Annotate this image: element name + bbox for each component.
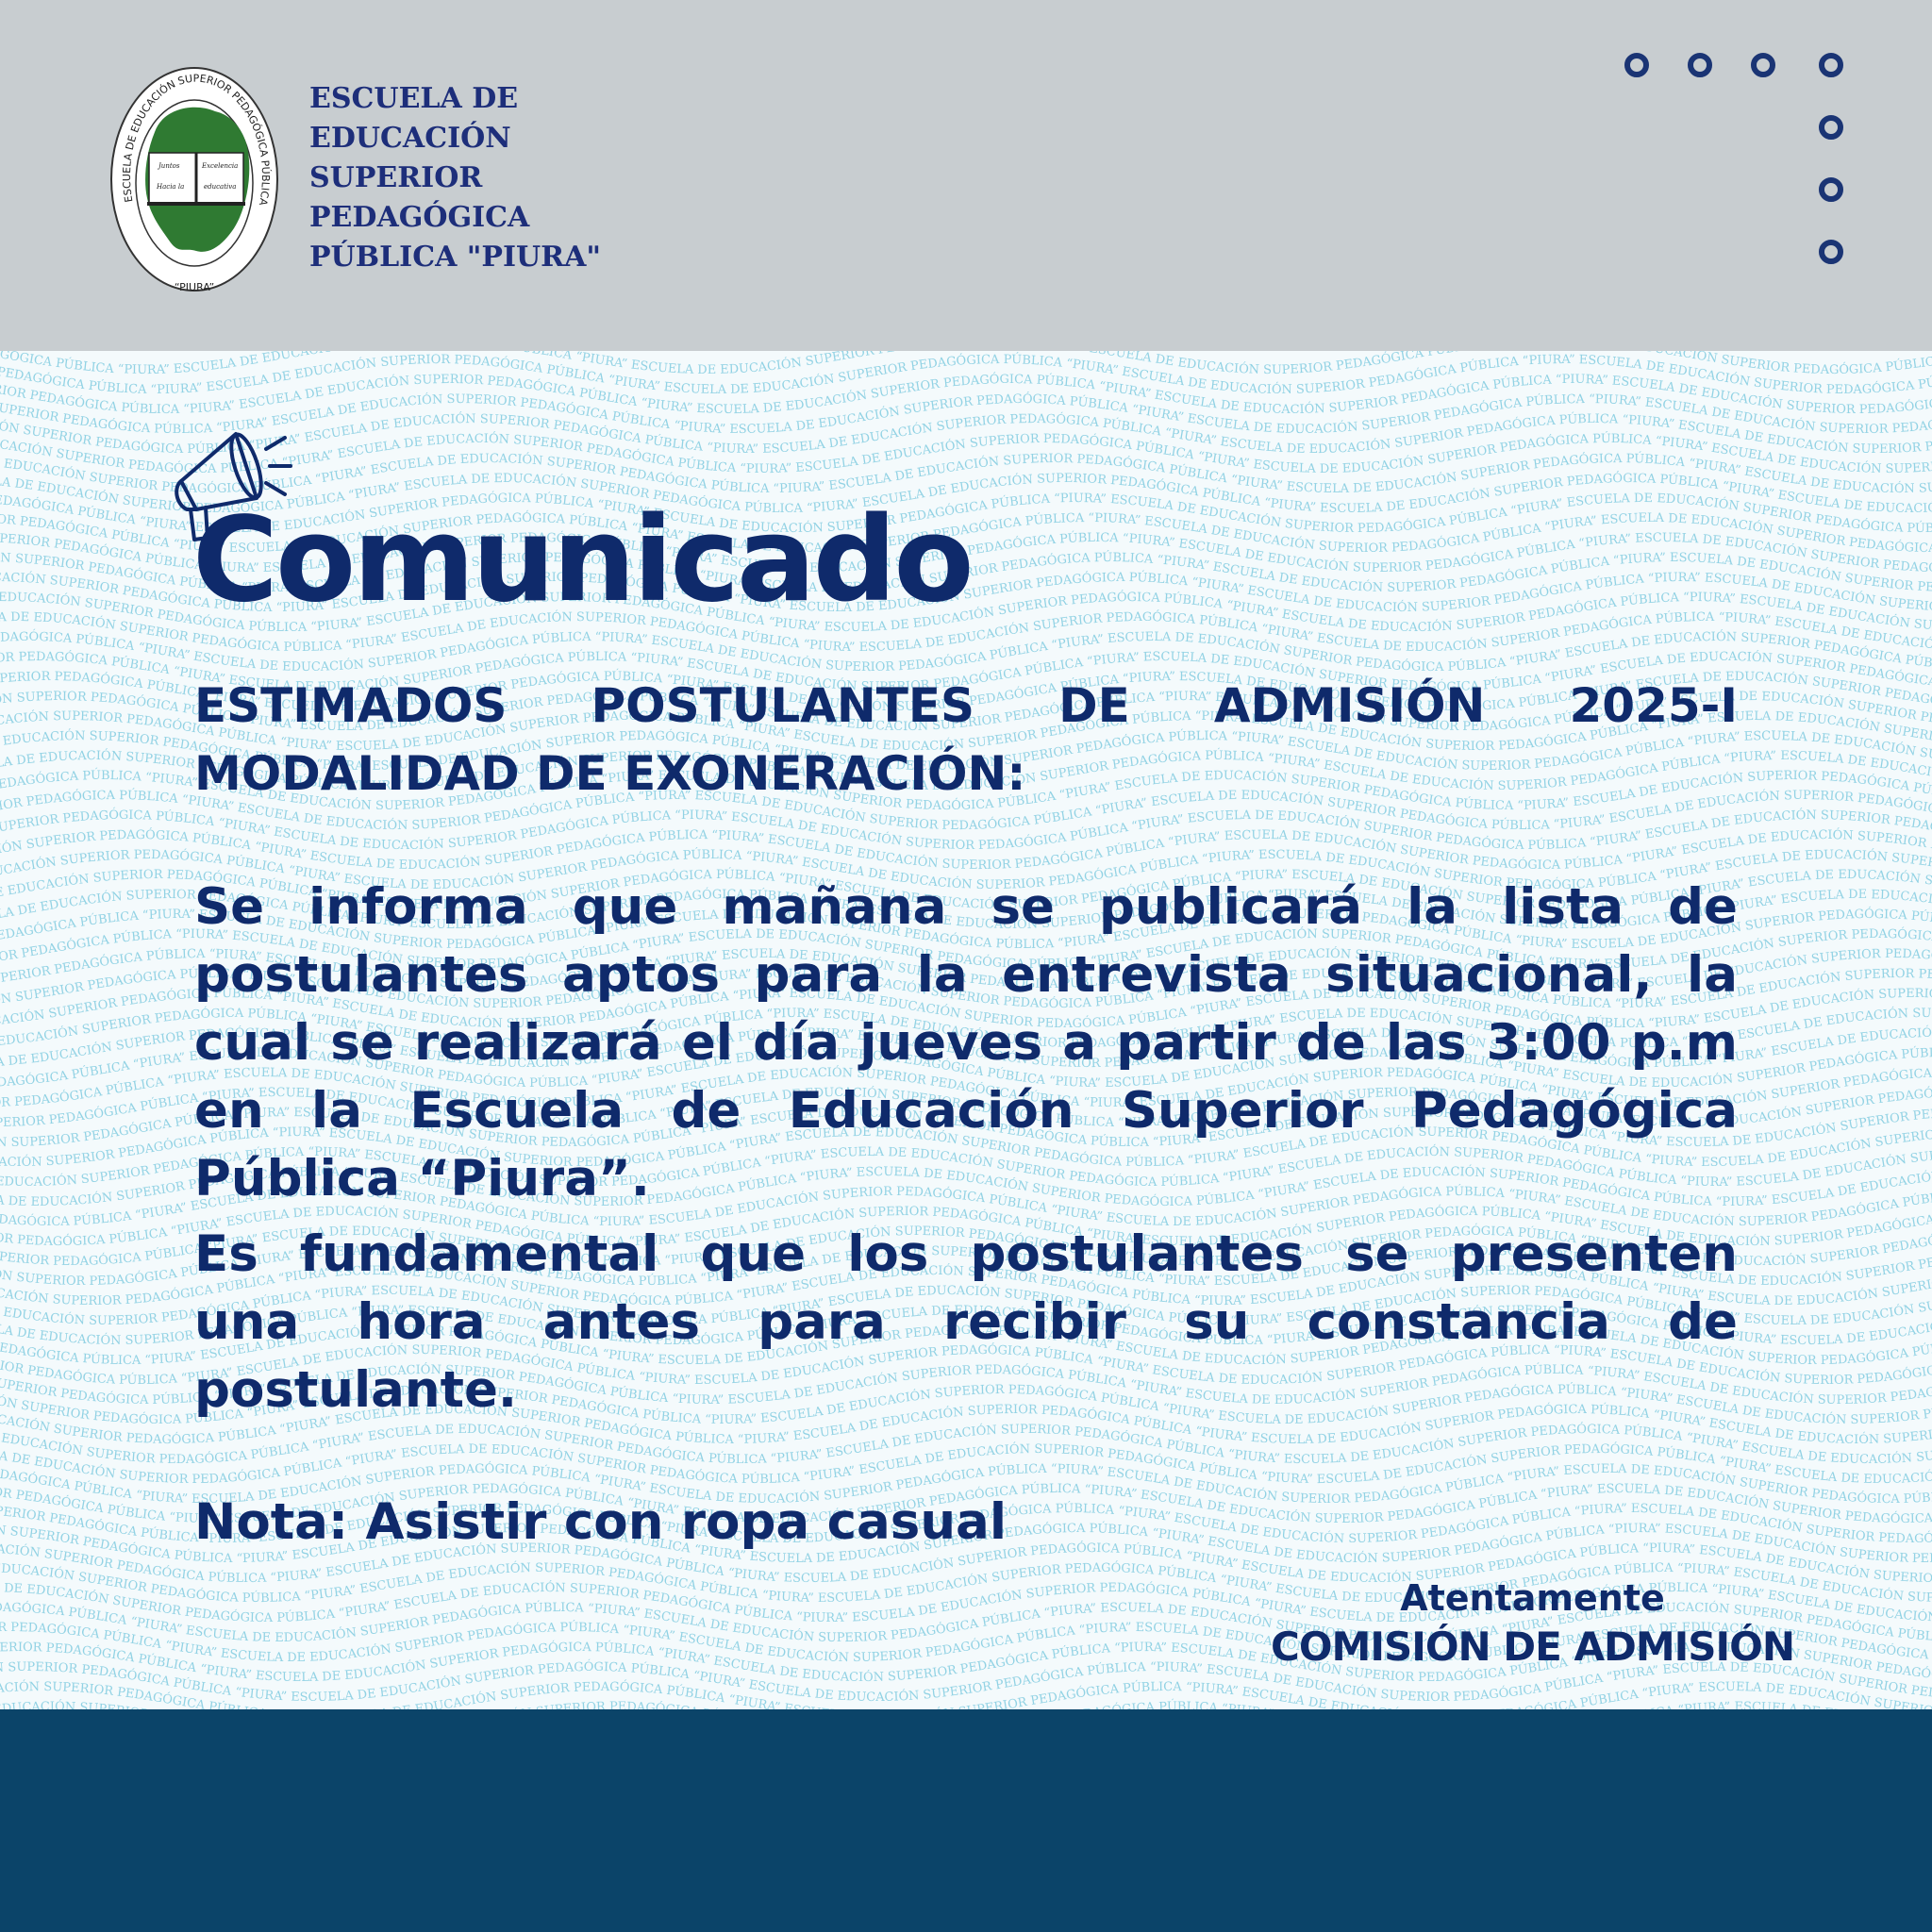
pattern-text-line: ACIÓN SUPERIOR PEDAGÓGICA PÚBLICA “PIURA” ESCUELA DE EDUCACIÓN SUPERIOR PEDAGÓGICA PÚBLICA “PIURA” ESCUELA DE EDUCACIÓN SUPERIOR PEDAGÓGICA PÚBLICA “PIURA” ESCUELA DE EDUCACIÓN SUPERIOR PEDAGÓGICA PÚBLICA “PIURA” ESCUELA DE EDUCACIÓN SUPERI [0, 351, 1932, 615]
pattern-text-line: DUCACIÓN SUPERIOR PEDAGÓGICA PÚBLICA “PIURA” ESCUELA DE EDUCACIÓN SUPERIOR PEDAGÓGICA PÚBLICA “PIURA” ESCUELA DE EDUCACIÓN SUPERIOR PEDAGÓGICA PÚBLICA “PIURA” ESCUELA DE EDUCACIÓN SUPERIOR PEDAGÓGICA PÚBLICA “PIURA” ESCUELA DE EDUCACIÓN SU [0, 351, 1932, 1190]
pattern-text-line: DAGÓGICA PÚBLICA “PIURA” ESCUELA DE EDUCACIÓN SUPERIOR PEDAGÓGICA PÚBLICA “PIURA” ESCUELA DE EDUCACIÓN SUPERIOR PEDAGÓGICA PÚBLICA “PIURA” ESCUELA DE EDUCACIÓN SUPERIOR PEDAGÓGICA PÚBLICA “PIURA” ESCUELA DE EDUCACIÓN SUPERIOR PEDAGÓGICA PÚ [0, 351, 1932, 813]
school-name-line: SUPERIOR [309, 158, 630, 198]
pattern-text-line: ERIOR PEDAGÓGICA PÚBLICA “PIURA” ESCUELA DE EDUCACIÓN SUPERIOR PEDAGÓGICA PÚBLICA “PIURA” ESCUELA DE EDUCACIÓN SUPERIOR PEDAGÓGICA PÚBLICA “PIURA” ESCUELA DE EDUCACIÓN SUPERIOR PEDAGÓGICA PÚBLICA “PIURA” ESCUELA DE EDUCACIÓN SUPERIOR PEDAG [0, 351, 1932, 1130]
pattern-text-line: EDUCACIÓN SUPERIOR PEDAGÓGICA PÚBLICA “PIURA” ESCUELA DE EDUCACIÓN SUPERIOR PEDAGÓGICA PÚBLICA “PIURA” ESCUELA DE EDUCACIÓN SUPERIOR PEDAGÓGICA PÚBLICA “PIURA” ESCUELA DE EDUCACIÓN SUPERIOR PEDAGÓGICA PÚBLICA “PIURA” ESCUELA DE EDUCACIÓN S [0, 351, 1932, 496]
footer-bar [0, 1709, 1932, 1932]
decorative-dots [0, 0, 1932, 351]
paragraph-info [194, 874, 1738, 1213]
paragraph-line: en la Escuela de Educación Superior Pedagógica [194, 1077, 1738, 1145]
pattern-text-line: ERIOR PEDAGÓGICA PÚBLICA “PIURA” ESCUELA DE EDUCACIÓN SUPERIOR PEDAGÓGICA PÚBLICA “PIURA” ESCUELA DE EDUCACIÓN SUPERIOR PEDAGÓGICA PÚBLICA “PIURA” ESCUELA DE EDUCACIÓN SUPERIOR PEDAGÓGICA PÚBLICA “PIURA” ESCUELA DE EDUCACIÓN SUPERIOR PEDAG [0, 351, 1932, 1546]
pattern-text-line: DAGÓGICA PÚBLICA “PIURA” ESCUELA DE EDUCACIÓN SUPERIOR PEDAGÓGICA PÚBLICA “PIURA” ESCUELA DE EDUCACIÓN SUPERIOR PEDAGÓGICA PÚBLICA “PIURA” ESCUELA DE EDUCACIÓN SUPERIOR PEDAGÓGICA PÚBLICA “PIURA” ESCUELA DE EDUCACIÓN SUPERIOR PEDAGÓGICA PÚ [0, 351, 1932, 952]
pattern-text-line: DAGÓGICA PÚBLICA “PIURA” ESCUELA DE EDUCACIÓN SUPERIOR PEDAGÓGICA PÚBLICA “PIURA” ESCUELA DE EDUCACIÓN SUPERIOR PEDAGÓGICA PÚBLICA “PIURA” ESCUELA DE EDUCACIÓN SUPERIOR PEDAGÓGICA PÚBLICA “PIURA” ESCUELA DE EDUCACIÓN SUPERIOR PEDAGÓGICA PÚ [0, 351, 1932, 1368]
pattern-text-line: OR PEDAGÓGICA PÚBLICA “PIURA” ESCUELA DE EDUCACIÓN SUPERIOR PEDAGÓGICA PÚBLICA “PIURA” ESCUELA DE EDUCACIÓN SUPERIOR PEDAGÓGICA PÚBLICA “PIURA” ESCUELA DE EDUCACIÓN SUPERIOR PEDAGÓGICA PÚBLICA “PIURA” ESCUELA DE EDUCACIÓN SUPERIOR PEDAGÓGI [0, 351, 1932, 1388]
book-left-text-2: Hacia la [156, 183, 184, 191]
school-name-line: PEDAGÓGICA [309, 198, 630, 238]
pattern-text-line: DAGÓGICA PÚBLICA “PIURA” ESCUELA DE EDUCACIÓN SUPERIOR PEDAGÓGICA PÚBLICA “PIURA” ESCUELA DE EDUCACIÓN SUPERIOR PEDAGÓGICA PÚBLICA “PIURA” ESCUELA DE EDUCACIÓN SUPERIOR PEDAGÓGICA PÚBLICA “PIURA” ESCUELA DE EDUCACIÓN SUPERIOR PEDAGÓGICA PÚ [0, 351, 1932, 536]
logo-ring-textpath: ESCUELA DE EDUCACIÓN SUPERIOR PEDAGÓGICA PÚBLICA [121, 73, 272, 208]
closing-text: Atentamente [1271, 1575, 1794, 1621]
pattern-text-line: DE EDUCACIÓN SUPERIOR PEDAGÓGICA PÚBLICA “PIURA” ESCUELA DE EDUCACIÓN SUPERIOR PEDAGÓGICA PÚBLICA “PIURA” ESCUELA DE EDUCACIÓN SUPERIOR PEDAGÓGICA PÚBLICA “PIURA” ESCUELA DE EDUCACIÓN SUPERIOR PEDAGÓGICA PÚBLICA “PIURA” ESCUELA DE EDUCACIÓ [0, 351, 1932, 1209]
paragraph-instructions [194, 1221, 1738, 1424]
pattern-text-line: SUPERIOR PEDAGÓGICA PÚBLICA “PIURA” ESCUELA DE EDUCACIÓN SUPERIOR PEDAGÓGICA PÚBLICA “PIURA” ESCUELA DE EDUCACIÓN SUPERIOR PEDAGÓGICA PÚBLICA “PIURA” ESCUELA DE EDUCACIÓN SUPERIOR PEDAGÓGICA PÚBLICA “PIURA” ESCUELA DE EDUCACIÓN SUPERIOR PE [0, 351, 1932, 1150]
paragraph-line: Se informa que mañana se publicará la lista de [194, 874, 1738, 941]
pattern-text-line: ACIÓN SUPERIOR PEDAGÓGICA PÚBLICA “PIURA” ESCUELA DE EDUCACIÓN SUPERIOR PEDAGÓGICA PÚBLICA “PIURA” ESCUELA DE EDUCACIÓN SUPERIOR PEDAGÓGICA PÚBLICA “PIURA” ESCUELA DE EDUCACIÓN SUPERIOR PEDAGÓGICA PÚBLICA “PIURA” ESCUELA DE EDUCACIÓN SUPERI [0, 351, 1932, 1031]
paragraph-line: postulantes aptos para la entrevista situacional, la [194, 941, 1738, 1009]
pattern-text-line: ACIÓN SUPERIOR PEDAGÓGICA PÚBLICA “PIURA” ESCUELA DE EDUCACIÓN SUPERIOR PEDAGÓGICA PÚBLICA “PIURA” ESCUELA DE EDUCACIÓN SUPERIOR PEDAGÓGICA PÚBLICA “PIURA” ESCUELA DE EDUCACIÓN SUPERIOR PEDAGÓGICA PÚBLICA “PIURA” ESCUELA DE EDUCACIÓN SUPER [0, 351, 1932, 476]
pattern-text-line: DE EDUCACIÓN SUPERIOR PEDAGÓGICA PÚBLICA “PIURA” ESCUELA DE EDUCACIÓN SUPERIOR PEDAGÓGICA PÚBLICA “PIURA” ESCUELA DE EDUCACIÓN SUPERIOR PEDAGÓGICA PÚBLICA “PIURA” ESCUELA DE EDUCACIÓN SUPERIOR PEDAGÓGICA PÚBLICA “PIURA” ESCUELA DE EDUCACI [0, 351, 1932, 655]
pattern-text-line: R PEDAGÓGICA PÚBLICA “PIURA” ESCUELA DE EDUCACIÓN SUPERIOR PEDAGÓGICA PÚBLICA “PIURA” ESCUELA DE EDUCACIÓN SUPERIOR PEDAGÓGICA PÚBLICA “PIURA” ESCUELA DE EDUCACIÓN SUPERIOR PEDAGÓGICA PÚBLICA “PIURA” ESCUELA DE EDUCACIÓN SUPERIOR PEDAGÓGIC [0, 351, 1932, 1249]
pattern-text-line: DUCACIÓN SU ERIOR PEDAGÓ ICA PÚBLICA “ IURA” ESCUEL [0, 351, 1932, 1709]
paragraph-line: postulante. [194, 1357, 1738, 1424]
pattern-text-line: N SUPERIOR PEDAGÓGICA PÚBLICA “PIURA” ESCUELA DE EDUCACIÓN SUPERIOR PEDAGÓGICA PÚBLICA “PIURA” ESCUELA DE EDUCACIÓN SUPERIOR PEDAGÓGICA PÚBLICA “PIURA” ESCUELA DE EDUCACIÓN SUPERIOR PEDAGÓGICA PÚBLICA “PIURA” ESCUELA DE EDUCACIÓN SUPERIOR P [0, 351, 1932, 734]
circle-icon [1688, 53, 1712, 77]
pattern-text-line: A DE EDUCACIÓN SUPERIOR PEDAGÓGICA PÚBLICA “PIURA” ESCUELA DE EDUCACIÓN SUPERIOR PEDAGÓGICA PÚBLICA “PIURA” ESCUELA DE EDUCACIÓN SUPERIOR PEDAGÓGICA PÚBLICA “PIURA” ESCUELA DE EDUCACIÓN SUPERIOR PEDAGÓGICA PÚBLICA “PIURA” ESCUELA DE EDUCACI [0, 351, 1932, 516]
pattern-text-line: N SUPERIOR PEDAGÓGICA PÚBLICA “PIURA” ESCUELA DE EDUCACIÓN SUPERIOR PEDAGÓGICA PÚBLICA “PIURA” ESCUELA DE EDUCACIÓN SUPERIOR PEDAGÓGICA PÚBLICA “PIURA” ESCUELA DE EDUCACIÓN SUPERIOR PEDAGÓGICA PÚBLICA “PIURA” ESCUELA DE EDUCACIÓN SUPERIOR P [0, 351, 1932, 1011]
pattern-text-line: AGÓGICA PÚBLICA “PIURA” ESCUELA DE EDUCACIÓN SUPERIOR PEDAGÓGICA PÚBLICA “PIURA” ESCUELA DE EDUCACIÓN SUPERIOR PEDAGÓGICA PÚBLICA “PIURA” ESCUELA DE EDUCACIÓN SUPERIOR PEDAGÓGICA PÚBLICA “PIURA” ESCUELA DE EDUCACIÓN SUPERIOR PEDAGÓGICA PÚB [0, 351, 1932, 1507]
pattern-text-line: N SUPERIOR PEDAGÓGICA PÚBLICA “PIURA” ESCUELA DE EDUCACIÓN SUPERIOR PEDAGÓGICA PÚBLICA “PIURA” ESCUELA DE EDUCACIÓN SUPERIOR PEDAGÓGICA PÚBLICA “PIURA” ESCUELA DE EDUCACIÓN SUPERIOR PEDAGÓGICA PÚBLICA “PIURA” ESCUELA DE EDUCACIÓN SUPERIOR P [0, 351, 1932, 595]
circle-icon [1819, 115, 1843, 140]
pattern-text-line: R PEDAGÓGICA PÚBLICA “PIURA” ESCUELA DE EDUCACIÓN SUPERIOR PEDAGÓGICA PÚBLICA “PIURA” ESCUELA DE EDUCACIÓN SUPERIOR PEDAGÓGICA PÚBLICA “PIURA” ESCUELA DE EDUCACIÓN SUPERIOR PEDAGÓGICA PÚBLICA “PIURA” ESCUELA DE EDUCACIÓN SUPERIOR PEDAGÓGIC [0, 351, 1932, 694]
pattern-text-line: EDUCACIÓN SUPERIOR PEDAGÓGICA PÚBLICA “PIURA” ESCUELA DE EDUCACIÓN SUPERIOR PEDAGÓGICA PÚBLICA “PIURA” ESCUELA DE EDUCACIÓN SUPERIOR PEDAGÓGICA PÚBLICA “PIURA” ESCUELA DE EDUCACIÓN SUPERIOR PEDAGÓGICA PÚBLICA “PIURA” ESCUELA DE EDUCACIÓN S [0, 351, 1932, 774]
pattern-text-line: A DE EDUCACIÓN SUPERIOR PEDAGÓGICA PÚBLICA “PIURA” ESCUELA DE EDUCACIÓN SUPERIOR PEDAGÓGICA PÚBLICA “PIURA” ESCUELA DE EDUCACIÓN SUPERIOR PEDAGÓGICA PÚBLICA “PIURA” ESCUELA DE EDUCACIÓN SUPERIOR PEDAGÓGICA PÚBLICA “PIURA” ESCUELA DE EDUCACI [0, 351, 1932, 1348]
pattern-text-line: IOR PEDAGÓGICA PÚBLICA “PIURA” ESCUELA DE EDUCACIÓN SUPERIOR PEDAGÓGICA PÚBLICA “PIURA” ESCUELA DE EDUCACIÓN SUPERIOR PEDAGÓGICA PÚBLICA “PIURA” ESCUELA DE EDUCACIÓN SUPERIOR PEDAGÓGICA PÚBLICA “PIURA” ESCUELA DE EDUCACIÓN SUPERIOR PEDAGÓGI [0, 351, 1932, 417]
signature-text: COMISIÓN DE ADMISIÓN [1271, 1621, 1794, 1674]
pattern-text-line: SUPERIOR PEDAGÓGICA PÚBLICA “PIURA” ESCUELA DE EDUCACIÓN SUPERIOR PEDAGÓGICA PÚBLICA “PIURA” ESCUELA DE EDUCACIÓN SUPERIOR PEDAGÓGICA PÚBLICA “PIURA” ESCUELA DE EDUCACIÓN SUPERIOR PEDAGÓGICA PÚBLICA “PIURA” ESCUELA DE EDUCACIÓN SUPERIOR PE [0, 351, 1932, 1705]
pattern-text-line: R PEDAGÓGICA PÚBLICA “PIURA” ESCUELA DE EDUCACIÓN SUPERIOR PEDAGÓGICA PÚBLICA “PIURA” ESCUELA DE EDUCACIÓN SUPERIOR PEDAGÓGICA PÚBLICA “PIURA” ESCUELA DE EDUCACIÓN SUPERIOR PEDAGÓGICA PÚBLICA “PIURA” ESCUELA DE EDUCACIÓN SUPERIOR PEDAGÓGIC [0, 351, 1932, 556]
pattern-text-line: AGÓGICA PÚBLICA “PIURA” ESCUELA DE EDUCACIÓN SUPERIOR PEDAGÓGICA PÚBLICA “PIURA” ESCUELA DE EDUCACIÓN SUPERIOR PEDAGÓGICA PÚBLICA “PIURA” ESCUELA DE EDUCACIÓN SUPERIOR PEDAGÓGICA PÚBLICA “PIURA” ESCUELA DE EDUCACIÓN SUPERIOR PEDAGÓGICA PÚB [0, 351, 1932, 1091]
greeting [194, 672, 1738, 808]
school-name-line: EDUCACIÓN [309, 119, 630, 158]
pattern-text-line: DE EDUCACIÓN SUPERIOR PEDAGÓGICA PÚBLICA “PIURA” ESCUELA DE EDUCACIÓN SUPERIOR PEDAGÓGICA PÚBLICA “PIURA” ESCUELA DE EDUCACIÓN SUPERIOR PEDAGÓGICA PÚBLICA “PIURA” ESCUELA DE EDUCACIÓN SUPERIOR PEDAGÓGICA PÚBLICA “PIURA” ESCUELA DE EDUCACIÓ [0, 351, 1932, 1625]
pattern-text-line: DE EDUCACIÓN SUPERIOR PEDAGÓGICA PÚBLICA “PIURA” ESCUELA DE EDUCACIÓN SUPERIOR PEDAGÓGICA PÚBLICA “PIURA” ESCUELA DE EDUCACIÓN SUPERIOR PEDAGÓGICA PÚBLICA “PIURA” ESCUELA DE EDUCACIÓN SUPERIOR PEDAGÓGICA PÚBLICA “PIURA” ESCUELA DE EDUCACI [0, 351, 1932, 1487]
pattern-text-line: ACIÓN SUPERIOR PEDAGÓGICA PÚBLICA “PIURA” ESCUELA DE EDUCACIÓN SUPERIOR PEDAGÓGICA PÚBLICA “PIURA” ESCUELA DE EDUCACIÓN SUPERIOR PEDAGÓGICA PÚBLICA “PIURA” ESCUELA DE EDUCACIÓN SUPERIOR PEDAGÓGICA PÚBLICA “PIURA” ESCUELA DE EDUCACIÓN SUPERI [0, 351, 1932, 1308]
announcement-panel [0, 351, 1932, 1709]
logo-bottom-text: “PIURA” [175, 281, 214, 293]
pattern-text-line: N SUPERIOR PEDAGÓGICA PÚBLICA “PIURA” ESCUELA DE EDUCACIÓN SUPERIOR PEDAGÓGICA PÚBLICA “PIURA” ESCUELA DE EDUCACIÓN SUPERIOR PEDAGÓGICA PÚBLICA “PIURA” ESCUELA DE EDUCACIÓN SUPERIOR PEDAGÓGICA PÚBLICA “PIURA” ESCUELA DE EDUCACIÓN SUPERIOR P [0, 351, 1932, 1427]
circle-icon [1819, 53, 1843, 77]
pattern-text-line: CIÓN SUPERIOR PEDAGÓGICA PÚBLICA “PIURA” ESCUELA DE EDUCACIÓN SUPERIOR PEDAGÓGICA PÚBLICA “PIURA” ESCUELA DE EDUCACIÓN SUPERIOR PEDAGÓGICA PÚBLICA “PIURA” ESCUELA DE EDUCACIÓN SUPERIOR PEDAGÓGICA PÚBLICA “PIURA” ESCUELA DE EDUCACIÓN SUPERI [0, 351, 1932, 1586]
pattern-text-line: R PEDAGÓGICA PÚBLICA “PIURA” ESCUELA DE EDUCACIÓN SUPERIOR PEDAGÓGICA PÚBLICA “PIURA” ESCUELA DE EDUCACIÓN SUPERIOR PEDAGÓGICA PÚBLICA “PIURA” ESCUELA DE EDUCACIÓN SUPERIOR PEDAGÓGICA PÚBLICA “PIURA” ESCUELA DE EDUCACIÓN SUPERIOR PEDAGÓGIC [0, 351, 1932, 972]
pattern-text-line: ÓN SUPERIOR PEDAGÓGICA PÚBLICA “PIURA” ESCUELA DE EDUCACIÓN SUPERIOR PEDAGÓGICA PÚBLICA “PIURA” ESCUELA DE EDUCACIÓN SUPERIOR PEDAGÓGICA PÚBLICA “PIURA” ESCUELA DE EDUCACIÓN SUPERIOR PEDAGÓGICA PÚBLICA “PIURA” ESCUELA DE EDUCACIÓN SUPERIOR [0, 351, 1932, 873]
pattern-text-line: ACIÓN SUPERIOR PEDAGÓGICA PÚBLICA “PIURA” ESCUELA DE EDUCACIÓN SUPERIOR PEDAGÓGICA PÚBLICA “PIURA” ESCUELA DE EDUCACIÓN SUPERIOR PEDAGÓGICA PÚBLICA “PIURA” ESCUELA DE EDUCACIÓN SUPERIOR PEDAGÓGICA PÚBLICA “PIURA” ESCUELA DE EDUCACIÓN SUPER [0, 351, 1932, 754]
pattern-text-line: AGÓGICA PÚBLICA “PIURA” ESCUELA DE EDUCACIÓN SUPERIOR PEDAGÓGICA PÚBLICA “PIURA” ESCUELA DE EDUCACIÓN SUPERIOR PEDAGÓGICA PÚBLICA “PIURA” ESCUELA DE EDUCACIÓN SUPERIOR PEDAGÓGICA PÚBLICA “PIURA” ESCUELA DE EDUCACIÓN SUPERIOR PEDAGÓGICA PÚB [0, 351, 1932, 1645]
school-logo [106, 57, 283, 302]
pattern-text-line: PERIOR PEDAGÓGICA PÚBLICA “PIURA” ESCUELA DE EDUCACIÓN SUPERIOR PEDAGÓGICA PÚBLICA “PIURA” ESCUELA DE EDUCACIÓN SUPERIOR PEDAGÓGICA PÚBLICA “PIURA” ESCUELA DE EDUCACIÓN SUPERIOR PEDAGÓGICA PÚBLICA “PIURA” ESCUELA DE EDUCACIÓN SUPERIOR PEDA [0, 351, 1932, 853]
pattern-text-line: CIÓN SUPERIOR PEDAGÓGICA PÚ EDUCACIÓN SUPERIOR PEDAGÓGICA PÚBLICA “PIURA” E ERIOR PEDAGÓGICA PÚBLICA “PIURA” ESCUELA DE ED GICA PÚBLICA “PIURA” ESCUELA DE EDUCACIÓN SUPER [0, 351, 1932, 1709]
pattern-text-line: A DE EDUCACIÓN SUPERIOR PEDAGÓGICA PÚBLICA “PIURA” ESCUELA DE EDUCACIÓN SUPERIOR PEDAGÓGICA PÚBLICA “PIURA” ESCUELA DE EDUCACIÓN SUPERIOR PEDAGÓGICA PÚBLICA “PIURA” ESCUELA DE EDUCACIÓN SUPERIOR PEDAGÓGICA PÚBLICA “PIURA” ESCUELA DE EDUCACI [0, 351, 1932, 793]
pattern-text-line: OR PEDAGÓGICA PÚBLICA “PIURA” ESCUELA DE EDUCACIÓN SUPERIOR PEDAGÓGICA PÚBLICA “PIURA” ESCUELA DE EDUCACIÓN SUPERIOR PEDAGÓGICA PÚBLICA “PIURA” ESCUELA DE EDUCACIÓN SUPERIOR PEDAGÓGICA PÚBLICA “PIURA” ESCUELA DE EDUCACIÓN SUPERIOR PEDAGÓGI [0, 351, 1932, 833]
pattern-text-line: DAGÓGICA PÚBLICA “PIURA” ESCUELA DE EDUCACIÓN SUPERIOR PEDAGÓGICA PÚBLICA “PIURA” ESCUELA DE EDUCACIÓN SUPERIOR PEDAGÓGICA PÚBLICA “PIURA” ESCUELA DE EDUCACIÓN SUPERIOR PEDAGÓGICA PÚBLICA “PIURA” ESCUELA DE EDUCACIÓN SUPERIOR PEDAGÓGICA PÚ [0, 351, 1932, 675]
pattern-text-line: EDUCACIÓN SUPERIOR PEDAGÓGICA PÚBLICA “PIURA” ESCUELA DE EDUCACIÓN SUPERIOR PEDAGÓGICA PÚBLICA “PIURA” ESCUELA DE EDUCACIÓN SUPERIOR PEDAGÓGICA PÚBLICA “PIURA” ESCUELA DE EDUCACIÓN SUPERIOR PEDAGÓGICA PÚBLICA “PIURA” ESCUELA DE EDUCACIÓN S [0, 351, 1932, 1328]
pattern-text-line: ERIOR PEDAGÓGICA PÚBLICA “PIURA” ESCUELA DE EDUCACIÓN SUPERIOR PEDAGÓGICA PÚBLICA “PIURA” ESCUELA DE EDUCACIÓN SUPERIOR PEDAGÓGICA PÚBLICA “PIURA” ESCUELA DE EDUCACIÓN SUPERIOR PEDAGÓGICA PÚBLICA “PIURA” ESCUELA DE EDUCACIÓN SUPERIOR PEDAG [0, 351, 1932, 575]
circle-icon [1819, 177, 1843, 202]
pattern-text-line: DUCACIÓN SUPERIOR PEDAGÓGICA PÚBLICA “PIURA” ESCUELA DE EDUCACIÓN SUPERIOR PEDAGÓGICA PÚBLICA “PIURA” ESCUELA DE EDUCACIÓN SUPERIOR PEDAGÓGICA PÚBLICA “PIURA” ESCUELA DE EDUCACIÓN SUPERIOR PEDAGÓGICA PÚBLICA “PIURA” ESCUELA DE EDUCACIÓN SU [0, 351, 1932, 1606]
pattern-text-line: PEDAGÓGICA PÚBLICA “PIURA” ESCUELA DE EDUCACIÓN SUPERIOR PEDAGÓGICA PÚBLICA “PIURA” ESCUELA DE EDUCACIÓN SUPERIOR PEDAGÓGICA PÚBLICA “PIURA” ESCUELA DE EDUCACIÓN SUPERIOR PEDAGÓGICA PÚBLICA “PIURA” ESCUELA DE EDUCACIÓN SUPERIOR PEDAGÓGICA [0, 351, 1932, 1665]
pattern-text-line: DUCACIÓN SUPERIOR PEDAGÓGICA PÚBLICA “PIURA” ESCUELA DE EDUCACIÓN SUPERIOR PEDAGÓGICA PÚBLICA “PIURA” ESCUELA DE EDUCACIÓN SUPERIOR PEDAGÓGICA PÚBLICA “PIURA” ESCUELA DE EDUCACIÓN SUPERIOR PEDAGÓGICA PÚBLICA “PIURA” ESCUELA DE EDUCACIÓN SU [0, 351, 1932, 635]
pattern-text-line: DUCACIÓN SUPERIOR PEDAGÓGICA PÚBLICA “PIURA” ESCUELA DE EDUCACIÓN SUPERIOR PEDAGÓGICA PÚBLICA “PIURA” ESCUELA DE EDUCACIÓN SUPERIOR PEDAGÓGICA PÚBLICA “PIURA” ESCUELA DE EDUCACIÓN SUPERIOR PEDAGÓGICA PÚBLICA “PIURA” ESCUELA DE EDUCACIÓN SU [0, 351, 1932, 1051]
pattern-text-line: CIÓN SUPERIOR PEDAGÓGICA PÚBLICA “PIURA” ESCUELA DE EDUCACIÓN SUPERIOR PEDAGÓGICA PÚBLICA “PIURA” ESCUELA DE EDUCACIÓN SUPERIOR PEDAGÓGICA PÚBLICA “PIURA” ESCUELA DE EDUCACIÓN SUPERIOR PEDAGÓGICA PÚBLICA “PIURA” ESCUELA DE EDUCACIÓN SUPERI [0, 351, 1932, 1170]
pattern-text-line: PERIOR PEDAGÓGICA PÚBLICA “PIURA” ESCUELA DE EDUCACIÓN SUPERIOR PEDAGÓGICA PÚBLICA “PIURA” ESCUELA DE EDUCACIÓN SUPERIOR PEDAGÓGICA PÚBLICA “PIURA” ESCUELA DE EDUCACIÓN SUPERIOR PEDAGÓGICA PÚBLICA “PIURA” ESCUELA DE EDUCACIÓN SUPERIOR PEDAG [0, 351, 1932, 991]
paragraph-line: Es fundamental que los postulantes se presenten [194, 1221, 1738, 1289]
pattern-text-line: A DE EDUCACIÓN SUPERIOR PEDAGÓGICA PÚBLICA “PIURA” ESCUELA DE EDUCACIÓN SUPERIOR PEDAGÓGICA PÚBLICA “PIURA” ESCUELA DE EDUCACIÓN SUPERIOR PEDAGÓGICA PÚBLICA “PIURA” ESCUELA DE EDUCACIÓN SUPERIOR PEDAGÓGICA PÚBLICA “PIURA” ESCUELA DE EDUCAC [0, 351, 1932, 932]
pattern-text-line: N SUPERIOR PEDAGÓGICA PÚBLICA “PIURA” ESCUELA DE EDUCACIÓN SUPERIOR PEDAGÓGICA PÚBLICA “PIURA” ESCUELA DE EDUCACIÓN SUPERIOR PEDAGÓGICA PÚBLICA “PIURA” ESCUELA DE EDUCACIÓN SUPERIOR PEDAGÓGICA PÚBLICA “PIURA” ESCUELA DE EDUCACIÓN SUPERIOR [0, 351, 1932, 457]
paragraph-line: cual se realizará el día jueves a partir de las 3:00 p.m [194, 1009, 1738, 1077]
pattern-text-line: SUPERIOR PEDAGÓGICA PÚBLICA “PIURA” ESCUELA DE EDUCACIÓN SUPERIOR PEDAGÓGICA PÚBLICA “PIURA” ESCUELA DE EDUCACIÓN SUPERIOR PEDAGÓGICA PÚBLICA “PIURA” ESCUELA DE EDUCACIÓN SUPERIOR PEDAGÓGICA PÚBLICA “PIURA” ESCUELA DE EDUCACIÓN SUPERIOR PE [0, 351, 1932, 1566]
pattern-text-line: EDAGÓGICA PÚBLICA “PIURA” ESCUELA DE EDUCACIÓN SUPERIOR PEDAGÓGICA PÚBLICA “PIURA” ESCUELA DE EDUCACIÓN SUPERIOR PEDAGÓGICA PÚBLICA “PIURA” ESCUELA DE EDUCACIÓN SUPERIOR PEDAGÓGICA PÚBLICA “PIURA” ESCUELA DE EDUCACIÓN SUPERIOR PEDAGÓGICA P [0, 351, 1932, 397]
paragraph-line: Pública “Piura”. [194, 1145, 1738, 1213]
pattern-text-line: ERIOR PEDAGÓGICA PÚBLICA “PIURA” ESCUELA DE EDUCACIÓN SUPERIOR PEDAGÓGICA PÚBLICA “PIURA” ESCUELA DE EDUCACIÓN SUPERIOR PEDAGÓGICA PÚBLICA “PIURA” ESCUELA DE EDUCACIÓN SUPERIOR PEDAGÓGICA PÚBLICA “PIURA” ESCUELA DE EDUCACIÓN SUPERIOR PEDAGÓ [0, 351, 1932, 1685]
paragraph-line: una hora antes para recibir su constancia de [194, 1289, 1738, 1357]
pattern-text-line: ACIÓN SUPERIOR PEDAGÓGICA PÚBLICA “PIURA” ESCUELA DE EDUCACIÓN SUPERIOR PEDAGÓGICA PÚBLICA “PIURA” ESCUELA DE EDUCACIÓN SUPERIOR PEDAGÓGICA PÚBLICA “PIURA” ESCUELA DE EDUCACIÓN SUPERIOR PEDAGÓGICA PÚBLICA “PIURA” ESCUELA DE EDUCACIÓN SUPER [0, 351, 1932, 1447]
note [194, 1489, 1738, 1557]
book-right-text-1: Excelencia [201, 162, 238, 170]
school-seal-icon [106, 57, 283, 302]
pattern-text-line: PERIOR PEDAGÓGICA PÚBLICA “PIURA” ESCUELA DE EDUCACIÓN SUPERIOR PEDAGÓGICA PÚBLICA “PIURA” ESCUELA DE EDUCACIÓN SUPERIOR PEDAGÓGICA PÚBLICA “PIURA” ESCUELA DE EDUCACIÓN SUPERIOR PEDAGÓGICA PÚBLICA “PIURA” ESCUELA DE EDUCACIÓN SUPERIOR PEDA [0, 351, 1932, 437]
pattern-text-line: R PEDAGÓGICA PÚBLICA “PIURA” ESCUELA DE EDUCACIÓN SUPERIOR PEDAGÓGICA PÚBLICA “PIURA” ESCUELA DE EDUCACIÓN SUPERIOR PEDAGÓGICA PÚBLICA “PIURA” ESCUELA DE EDUCACIÓN SUPERIOR PEDAGÓGICA PÚBLICA “PIURA” ESCUELA DE EDUCACIÓN SUPERIOR PEDAGÓGIC [0, 351, 1932, 1526]
circle-icon [1624, 53, 1649, 77]
pattern-text-line: ERIOR PEDAGÓGICA PÚBLICA “PIURA” ESCUELA DE EDUCACIÓN SUPERIOR PEDAGÓGICA PÚBLICA “PIURA” ESCUELA DE EDUCACIÓN SUPERIOR PEDAGÓGICA PÚBLICA “PIURA” ESCUELA DE EDUCACIÓN SUPERIOR PEDAGÓGICA PÚBLICA “PIURA” ESCUELA DE EDUCACIÓN SUPERIOR PEDAG [0, 351, 1932, 714]
pattern-text-line: EDUCACIÓN SUPERIOR PEDAGÓGICA PÚBLICA “PIURA” ESCUELA DE EDUCACIÓN SUPERIOR PEDAGÓGICA PÚBLICA “PIURA” ESCUELA DE EDUCACIÓN SUPERIOR PEDAGÓGICA PÚBLICA “PIURA” ESCUELA DE EDUCACIÓN SUPERIOR PEDAGÓGICA PÚBLICA “PIURA” ESCUELA DE EDUCACIÓN S [0, 351, 1932, 1467]
signoff [1271, 1575, 1794, 1674]
pattern-text-line: PERIOR PEDAGÓGICA PÚBLICA “PIURA” ESCUELA DE EDUCACIÓN SUPERIOR PEDAGÓGICA PÚBLICA “PIURA” ESCUELA DE EDUCACIÓN SUPERIOR PEDAGÓGICA PÚBLICA “PIURA” ESCUELA DE EDUCACIÓN SUPERIOR PEDAGÓGICA PÚBLICA “PIURA” ESCUELA DE EDUCACIÓN SUPERIOR PEDA [0, 351, 1932, 1407]
book-left-text-1: Juntos [157, 162, 180, 170]
pattern-text-line: AGÓGICA PÚBLICA “PIURA” ESCUELA DE EDUCACIÓN SUPERIOR PEDAGÓGICA PÚBLICA “PIURA” ESCUELA DE EDUCACIÓN SUPERIOR PEDAGÓGICA PÚBLICA “PIURA” ESCUELA DE EDUCACIÓN SUPERIOR PEDAGÓGICA PÚBLICA “PIURA” ESCUELA DE EDUCACIÓN SUPERIOR PEDAGÓGICA PÚB [0, 351, 1932, 1229]
pattern-text-line: ÓGICA PÚBLICA “PIURA” ESCUELA DE EDUCA LICA “PIURA” ESCUELA DE EDUCACIÓN SUPERIOR CUELA DE EDUCACIÓN SUPERIOR PEDAGÓGICA P CACIÓN SUPERIOR PEDAGÓGICA PÚBLI [0, 351, 1932, 377]
book-right-text-2: educativa [204, 183, 236, 191]
circle-icon [1819, 240, 1843, 264]
pattern-text-line: N SUPERIOR PEDAGÓGICA PÚBLICA “PIURA” ESCUELA DE EDUCACIÓN SUPERIOR PEDAGÓGICA PÚBLICA “PIURA” ESCUELA DE EDUCACIÓN SUPERIOR PEDAGÓGICA PÚBLICA “PIURA” ESCUELA DE EDUCACIÓN SUPERIOR PEDAGÓGICA PÚBLICA “PIURA” ESCUELA DE EDUCACIÓN SUPERIOR P [0, 351, 1932, 1289]
greeting-line: ESTIMADOS POSTULANTES DE ADMISIÓN 2025-I [194, 672, 1738, 740]
pattern-text-line: DE EDUCACIÓN SUPERIOR PEDAGÓGICA PÚBLICA “PIURA” ESCUELA DE EDUCACIÓN SUPERIOR PEDAGÓGICA PÚBLICA “PIURA” ESCUELA DE EDUCACIÓN SUPERIOR PEDAGÓGICA PÚBLICA “PIURA” ESCUELA DE EDUCACIÓN SUPERIOR PEDAGÓGICA PÚBLICA “PIURA” ESCUELA DE EDUCACIÓ [0, 351, 1932, 1071]
header [0, 0, 1932, 351]
pattern-text-line: R PEDAGÓGICA PÚBLICA “PIURA” ESCUELA DE EDUCACIÓN SUPERIOR PEDAGÓGICA PÚBLICA “PIURA” ESCUELA DE EDUCACIÓN SUPERIOR PEDAGÓGICA PÚBLICA “PIURA” ESCUELA DE EDUCACIÓN SUPERIOR PEDAGÓGICA PÚBLICA “PIURA” ESCUELA DE EDUCACIÓN SUPERIOR PEDAGÓGICA [0, 351, 1932, 1110]
pattern-text-line: ERIOR PEDAGÓGICA PÚBLICA “PIURA” ESCUELA DE EDUCACIÓN SUPERIOR PEDAGÓGICA PÚBLICA “PIURA” ESCUELA DE EDUCACIÓN SUPERIOR PEDAGÓGICA PÚBLICA “PIURA” ESCUELA DE EDUCACIÓN SUPERIOR PEDAGÓGICA PÚBLICA “PIURA” ESCUELA DE EDUCACIÓN SUPERIOR PEDAG [0, 351, 1932, 1269]
school-name [309, 79, 630, 277]
greeting-line: MODALIDAD DE EXONERACIÓN: [194, 740, 1738, 808]
note-text: Nota: Asistir con ropa casual [194, 1489, 1738, 1557]
announcement-title: Comunicado [192, 494, 972, 626]
school-name-line: ESCUELA DE [309, 79, 630, 119]
pattern-text-line: EDUCACIÓN SUPERIOR PEDAGÓGICA PÚBLICA “PIURA” ESCUELA DE EDUCACIÓN SUPERIOR PEDAGÓGICA PÚBLICA “PIURA” ESCUELA DE EDUCACIÓN SUPERIOR PEDAGÓGICA PÚBLICA “PIURA” ESCUELA DE EDUCACIÓN SUPERIOR PEDAGÓGICA PÚBLICA “PIURA” ESCUELA DE EDUCACIÓN [0, 351, 1932, 912]
school-name-line: PÚBLICA "PIURA" [309, 238, 630, 277]
pattern-text-line: CACIÓN SUPERIOR PEDAGÓGICA PÚBLICA “PIURA” ESCUELA DE EDUCACIÓN SUPERIOR PEDAGÓGICA PÚBLICA “PIURA” ESCUELA DE EDUCACIÓN SUPERIOR PEDAGÓGICA PÚBLICA “PIURA” ESCUELA DE EDUCACIÓN SUPERIOR PEDAGÓGICA PÚBLICA “PIURA” ESCUELA DE EDUCACIÓN SUPE [0, 351, 1932, 892]
circle-icon [1751, 53, 1775, 77]
